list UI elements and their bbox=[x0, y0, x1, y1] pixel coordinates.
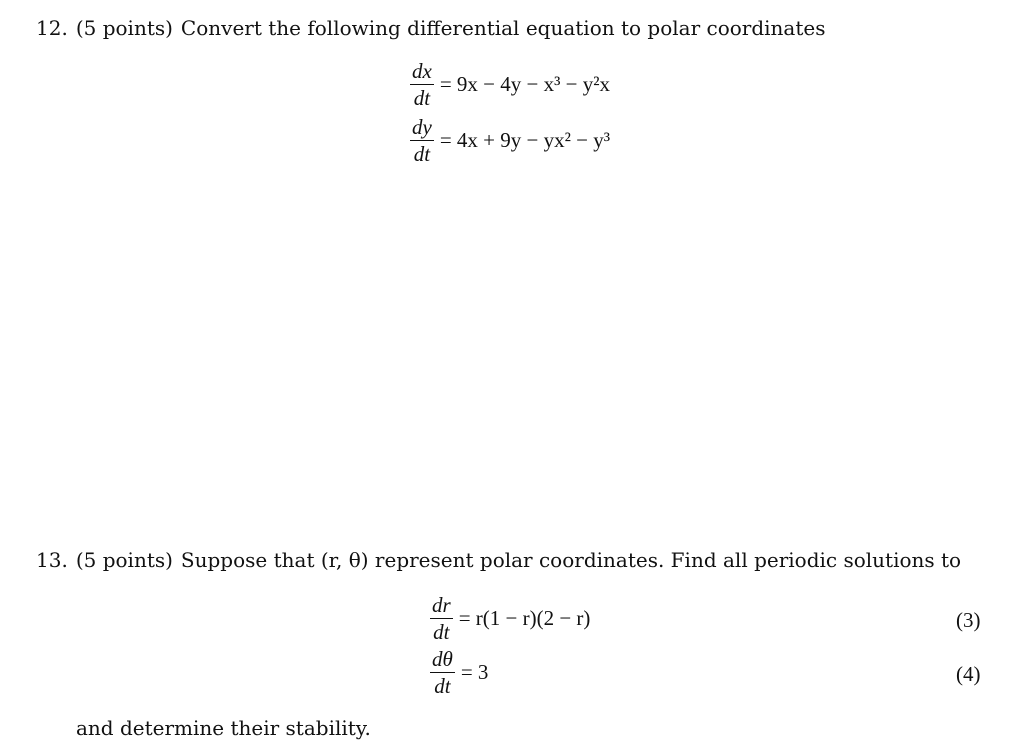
fraction-denominator: dt bbox=[433, 620, 450, 645]
fraction-bar bbox=[410, 84, 434, 85]
fraction-denominator: dt bbox=[413, 142, 431, 167]
fraction-numerator: dx bbox=[412, 59, 432, 83]
question-13-closing: and determine their stability. bbox=[76, 716, 371, 740]
question-13-text: Suppose that (r, θ) represent polar coordinates. Find all periodic solutions to bbox=[180, 548, 962, 572]
equation-dy-dt bbox=[410, 116, 610, 165]
fraction-bar bbox=[430, 618, 453, 619]
fraction-denominator: dt bbox=[413, 86, 431, 111]
equation-rhs: = 4x + 9y − yx² − y³ bbox=[439, 128, 611, 153]
fraction-bar bbox=[430, 672, 455, 673]
fraction-dtheta-dt bbox=[430, 648, 455, 697]
fraction-numerator: dθ bbox=[432, 647, 453, 671]
fraction-dx-dt bbox=[410, 60, 434, 109]
equation-dtheta-dt bbox=[430, 648, 488, 697]
equation-rhs: = r(1 − r)(2 − r) bbox=[458, 606, 591, 631]
fraction-dr-dt bbox=[430, 594, 453, 643]
question-13-equations bbox=[430, 594, 690, 704]
question-13-prompt bbox=[36, 548, 961, 572]
question-13-points: (5 points) bbox=[75, 548, 173, 572]
question-12-number: 12. bbox=[36, 16, 68, 40]
fraction-denominator: dt bbox=[434, 674, 451, 699]
equation-dx-dt bbox=[410, 60, 610, 109]
fraction-dy-dt bbox=[410, 116, 434, 165]
question-12-equations bbox=[410, 60, 730, 180]
question-13-number: 13. bbox=[36, 548, 68, 572]
question-12-text: Convert the following differential equation to polar coordinates bbox=[180, 16, 826, 40]
equation-number-4: (4) bbox=[956, 662, 981, 686]
fraction-numerator: dr bbox=[432, 593, 451, 617]
equation-dr-dt bbox=[430, 594, 590, 643]
fraction-numerator: dy bbox=[412, 115, 432, 139]
equation-rhs: = 9x − 4y − x³ − y²x bbox=[439, 72, 611, 97]
equation-number-3: (3) bbox=[956, 608, 981, 632]
question-12-prompt bbox=[36, 16, 825, 40]
question-12-points: (5 points) bbox=[75, 16, 173, 40]
equation-rhs: = 3 bbox=[460, 660, 489, 685]
fraction-bar bbox=[410, 140, 434, 141]
